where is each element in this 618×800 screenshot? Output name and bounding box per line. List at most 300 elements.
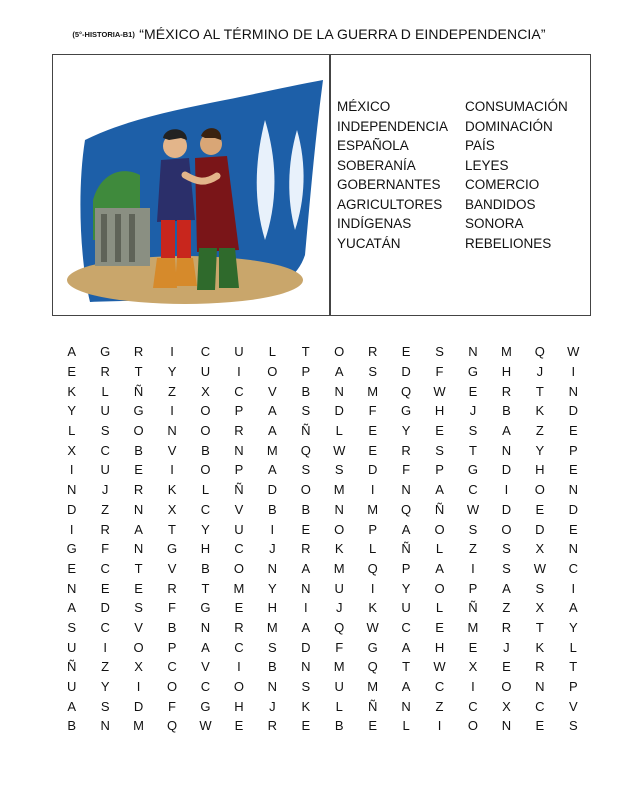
grid-letter[interactable]: H xyxy=(200,541,211,557)
grid-letter[interactable]: U xyxy=(100,403,110,419)
grid-letter[interactable]: K xyxy=(368,600,377,616)
grid-letter[interactable]: J xyxy=(503,639,510,655)
grid-letter[interactable]: O xyxy=(501,679,512,695)
grid-letter[interactable]: Ñ xyxy=(301,423,311,439)
grid-letter[interactable]: O xyxy=(300,482,311,498)
grid-letter[interactable]: D xyxy=(301,639,311,655)
grid-letter[interactable]: I xyxy=(370,482,375,498)
grid-letter[interactable]: R xyxy=(133,482,144,498)
grid-letter[interactable]: N xyxy=(67,580,77,596)
grid-letter[interactable]: E xyxy=(234,600,244,616)
grid-letter[interactable]: W xyxy=(533,560,546,576)
grid-letter[interactable]: A xyxy=(334,364,344,380)
grid-letter[interactable]: K xyxy=(67,383,77,399)
grid-letter[interactable]: U xyxy=(401,600,411,616)
grid-letter[interactable]: N xyxy=(401,482,411,498)
grid-letter[interactable]: A xyxy=(67,600,77,616)
grid-letter[interactable]: X xyxy=(468,659,478,675)
grid-letter[interactable]: A xyxy=(435,482,444,498)
grid-letter[interactable]: E xyxy=(301,521,311,537)
grid-letter[interactable]: I xyxy=(69,521,74,537)
grid-letter[interactable]: O xyxy=(334,344,345,360)
grid-letter[interactable]: I xyxy=(571,364,576,380)
grid-letter[interactable]: E xyxy=(368,718,377,734)
grid-letter[interactable]: P xyxy=(468,580,478,596)
grid-letter[interactable]: A xyxy=(502,423,511,439)
grid-letter[interactable]: R xyxy=(167,580,177,596)
grid-letter[interactable]: B xyxy=(167,619,177,635)
grid-letter[interactable]: C xyxy=(167,659,177,675)
grid-letter[interactable]: N xyxy=(501,442,512,458)
grid-letter[interactable]: Q xyxy=(534,344,545,360)
grid-letter[interactable]: D xyxy=(568,403,578,419)
grid-letter[interactable]: I xyxy=(170,403,174,419)
grid-letter[interactable]: S xyxy=(502,541,511,557)
grid-letter[interactable]: D xyxy=(501,462,512,478)
grid-letter[interactable]: E xyxy=(134,580,143,596)
grid-letter[interactable]: E xyxy=(435,423,444,439)
grid-letter[interactable]: E xyxy=(568,423,578,439)
grid-letter[interactable]: X xyxy=(535,600,545,616)
grid-letter[interactable]: G xyxy=(66,541,77,557)
grid-letter[interactable]: Q xyxy=(367,560,378,576)
grid-letter[interactable]: G xyxy=(401,403,412,419)
grid-letter[interactable]: L xyxy=(435,600,444,616)
grid-letter[interactable]: U xyxy=(100,462,110,478)
grid-letter[interactable]: P xyxy=(301,364,311,380)
grid-letter[interactable]: N xyxy=(200,619,211,635)
grid-letter[interactable]: R xyxy=(501,383,512,399)
grid-letter[interactable]: O xyxy=(200,423,211,439)
grid-letter[interactable]: Ñ xyxy=(468,600,478,616)
grid-letter[interactable]: A xyxy=(67,344,77,360)
grid-letter[interactable]: S xyxy=(468,521,478,537)
grid-letter[interactable]: M xyxy=(367,501,379,517)
grid-letter[interactable]: C xyxy=(100,442,110,458)
grid-letter[interactable]: A xyxy=(134,521,143,537)
grid-letter[interactable]: E xyxy=(468,383,478,399)
grid-letter[interactable]: E xyxy=(535,718,545,734)
grid-letter[interactable]: Q xyxy=(300,442,311,458)
grid-letter[interactable]: O xyxy=(434,580,445,596)
grid-letter[interactable]: B xyxy=(201,560,210,576)
grid-letter[interactable]: C xyxy=(100,560,110,576)
grid-letter[interactable]: A xyxy=(435,560,444,576)
grid-letter[interactable]: S xyxy=(435,344,444,360)
grid-letter[interactable]: R xyxy=(100,364,110,380)
grid-letter[interactable]: E xyxy=(568,462,578,478)
grid-letter[interactable]: L xyxy=(369,541,377,557)
grid-letter[interactable]: Q xyxy=(401,383,412,399)
grid-letter[interactable]: N xyxy=(133,501,144,517)
grid-letter[interactable]: C xyxy=(200,501,211,517)
grid-letter[interactable]: P xyxy=(167,639,177,655)
grid-letter[interactable]: R xyxy=(301,541,311,557)
grid-letter[interactable]: K xyxy=(167,482,177,498)
grid-letter[interactable]: I xyxy=(571,580,576,596)
grid-letter[interactable]: X xyxy=(167,501,177,517)
grid-letter[interactable]: G xyxy=(133,403,144,419)
grid-letter[interactable]: M xyxy=(367,679,379,695)
grid-letter[interactable]: T xyxy=(168,521,176,537)
grid-letter[interactable]: U xyxy=(234,344,244,360)
grid-letter[interactable]: D xyxy=(501,501,512,517)
grid-letter[interactable]: N xyxy=(401,698,411,714)
grid-letter[interactable]: T xyxy=(535,383,544,399)
grid-letter[interactable]: G xyxy=(367,639,378,655)
grid-letter[interactable]: D xyxy=(67,501,77,517)
grid-letter[interactable]: M xyxy=(233,580,245,596)
grid-letter[interactable]: E xyxy=(535,501,545,517)
grid-letter[interactable]: U xyxy=(67,639,77,655)
grid-letter[interactable]: V xyxy=(234,501,244,517)
grid-letter[interactable]: I xyxy=(504,482,509,498)
grid-letter[interactable]: Ñ xyxy=(401,541,411,557)
grid-letter[interactable]: E xyxy=(502,659,511,675)
grid-letter[interactable]: M xyxy=(333,659,345,675)
grid-letter[interactable]: E xyxy=(100,580,110,596)
grid-letter[interactable]: M xyxy=(133,718,145,734)
grid-letter[interactable]: C xyxy=(535,698,545,714)
grid-letter[interactable]: S xyxy=(301,679,311,695)
grid-letter[interactable]: V xyxy=(167,442,177,458)
grid-letter[interactable]: S xyxy=(100,698,110,714)
grid-letter[interactable]: Y xyxy=(167,364,177,380)
grid-letter[interactable]: K xyxy=(334,541,344,557)
grid-letter[interactable]: U xyxy=(234,521,244,537)
grid-letter[interactable]: A xyxy=(268,403,277,419)
grid-letter[interactable]: T xyxy=(402,659,411,675)
grid-letter[interactable]: M xyxy=(367,383,379,399)
grid-letter[interactable]: I xyxy=(136,679,141,695)
grid-letter[interactable]: I xyxy=(103,639,107,655)
grid-letter[interactable]: G xyxy=(467,462,479,478)
grid-letter[interactable]: Y xyxy=(535,442,545,458)
grid-letter[interactable]: H xyxy=(535,462,545,478)
grid-letter[interactable]: A xyxy=(568,600,578,616)
grid-letter[interactable]: C xyxy=(568,560,578,576)
grid-letter[interactable]: E xyxy=(67,364,77,380)
grid-letter[interactable]: F xyxy=(101,541,110,557)
grid-letter[interactable]: R xyxy=(501,619,512,635)
grid-letter[interactable]: F xyxy=(435,364,444,380)
grid-letter[interactable]: M xyxy=(333,482,345,498)
grid-letter[interactable]: O xyxy=(200,403,211,419)
grid-letter[interactable]: B xyxy=(301,501,311,517)
grid-letter[interactable]: F xyxy=(402,462,411,478)
grid-letter[interactable]: I xyxy=(69,462,74,478)
grid-letter[interactable]: A xyxy=(502,580,511,596)
grid-letter[interactable]: O xyxy=(501,521,512,537)
grid-letter[interactable]: R xyxy=(100,521,110,537)
grid-letter[interactable]: S xyxy=(568,718,578,734)
grid-letter[interactable]: A xyxy=(268,423,277,439)
grid-letter[interactable]: P xyxy=(568,442,578,458)
grid-letter[interactable]: Ñ xyxy=(234,482,244,498)
grid-letter[interactable]: C xyxy=(434,679,445,695)
grid-letter[interactable]: X xyxy=(67,442,77,458)
grid-letter[interactable]: W xyxy=(433,383,446,399)
grid-letter[interactable]: Ñ xyxy=(434,501,445,517)
grid-letter[interactable]: T xyxy=(201,580,210,596)
grid-letter[interactable]: F xyxy=(368,403,377,419)
grid-letter[interactable]: N xyxy=(568,383,578,399)
grid-letter[interactable]: I xyxy=(170,462,174,478)
grid-letter[interactable]: Q xyxy=(166,718,178,734)
grid-letter[interactable]: S xyxy=(368,364,377,380)
grid-letter[interactable]: L xyxy=(402,718,410,734)
grid-letter[interactable]: E xyxy=(234,718,244,734)
grid-letter[interactable]: G xyxy=(200,698,211,714)
grid-letter[interactable]: B xyxy=(134,442,143,458)
grid-letter[interactable]: D xyxy=(401,364,411,380)
grid-letter[interactable]: O xyxy=(467,718,479,734)
grid-letter[interactable]: N xyxy=(234,442,244,458)
grid-letter[interactable]: W xyxy=(199,718,212,734)
grid-letter[interactable]: K xyxy=(301,698,311,714)
grid-letter[interactable]: T xyxy=(134,560,143,576)
grid-letter[interactable]: Z xyxy=(101,659,110,675)
grid-letter[interactable]: O xyxy=(334,521,345,537)
grid-letter[interactable]: D xyxy=(568,501,578,517)
grid-letter[interactable]: W xyxy=(567,344,580,360)
grid-letter[interactable]: I xyxy=(237,364,241,380)
grid-letter[interactable]: S xyxy=(67,619,77,635)
grid-letter[interactable]: L xyxy=(201,482,210,498)
grid-letter[interactable]: I xyxy=(471,679,475,695)
grid-letter[interactable]: J xyxy=(536,364,544,380)
grid-letter[interactable]: M xyxy=(333,560,345,576)
grid-letter[interactable]: C xyxy=(401,619,411,635)
grid-letter[interactable]: T xyxy=(468,442,477,458)
grid-letter[interactable]: N xyxy=(301,580,311,596)
grid-letter[interactable]: B xyxy=(67,718,77,734)
grid-letter[interactable]: G xyxy=(467,364,479,380)
grid-letter[interactable]: V xyxy=(134,619,143,635)
grid-letter[interactable]: J xyxy=(269,541,276,557)
grid-letter[interactable]: B xyxy=(201,442,210,458)
grid-letter[interactable]: Y xyxy=(401,580,411,596)
grid-letter[interactable]: H xyxy=(234,698,244,714)
grid-letter[interactable]: T xyxy=(301,344,310,360)
grid-letter[interactable]: U xyxy=(334,580,344,596)
grid-letter[interactable]: I xyxy=(270,521,275,537)
grid-letter[interactable]: F xyxy=(168,600,176,616)
grid-letter[interactable]: H xyxy=(434,403,445,419)
grid-letter[interactable]: E xyxy=(134,462,143,478)
grid-letter[interactable]: O xyxy=(233,679,244,695)
grid-letter[interactable]: Q xyxy=(401,501,412,517)
grid-letter[interactable]: B xyxy=(268,659,277,675)
grid-letter[interactable]: N xyxy=(267,560,278,576)
grid-letter[interactable]: L xyxy=(335,698,343,714)
grid-letter[interactable]: W xyxy=(333,442,346,458)
grid-letter[interactable]: N xyxy=(167,423,177,439)
grid-letter[interactable]: I xyxy=(471,560,475,576)
grid-letter[interactable]: U xyxy=(334,679,344,695)
grid-letter[interactable]: T xyxy=(535,619,544,635)
grid-letter[interactable]: Z xyxy=(435,698,444,714)
grid-letter[interactable]: O xyxy=(534,482,545,498)
grid-letter[interactable]: M xyxy=(500,344,512,360)
grid-letter[interactable]: N xyxy=(568,541,578,557)
grid-letter[interactable]: N xyxy=(535,679,545,695)
grid-letter[interactable]: S xyxy=(468,423,478,439)
grid-letter[interactable]: I xyxy=(437,718,442,734)
grid-letter[interactable]: R xyxy=(367,344,378,360)
grid-letter[interactable]: G xyxy=(200,600,211,616)
grid-letter[interactable]: S xyxy=(100,423,110,439)
grid-letter[interactable]: B xyxy=(301,383,311,399)
grid-letter[interactable]: X xyxy=(134,659,143,675)
grid-letter[interactable]: Ñ xyxy=(367,698,378,714)
grid-letter[interactable]: H xyxy=(267,600,278,616)
grid-letter[interactable]: E xyxy=(468,639,478,655)
grid-letter[interactable]: Q xyxy=(334,619,345,635)
grid-letter[interactable]: Y xyxy=(268,580,277,596)
grid-letter[interactable]: N xyxy=(67,482,77,498)
grid-letter[interactable]: C xyxy=(100,619,110,635)
grid-letter[interactable]: P xyxy=(568,679,578,695)
grid-letter[interactable]: R xyxy=(234,423,244,439)
grid-letter[interactable]: Z xyxy=(502,600,511,616)
grid-letter[interactable]: R xyxy=(133,344,144,360)
grid-letter[interactable]: H xyxy=(501,364,512,380)
grid-letter[interactable]: S xyxy=(301,462,311,478)
grid-letter[interactable]: J xyxy=(335,600,343,616)
grid-letter[interactable]: S xyxy=(535,580,545,596)
grid-letter[interactable]: N xyxy=(100,718,110,734)
grid-letter[interactable]: U xyxy=(67,679,77,695)
grid-letter[interactable]: P xyxy=(435,462,444,478)
grid-letter[interactable]: O xyxy=(166,679,178,695)
grid-letter[interactable]: A xyxy=(401,639,411,655)
grid-letter[interactable]: A xyxy=(268,462,277,478)
grid-letter[interactable]: V xyxy=(167,560,177,576)
grid-letter[interactable]: Ñ xyxy=(67,659,77,675)
grid-letter[interactable]: S xyxy=(134,600,143,616)
grid-letter[interactable]: Q xyxy=(367,659,378,675)
grid-letter[interactable]: S xyxy=(334,462,344,478)
grid-letter[interactable]: D xyxy=(133,698,144,714)
grid-letter[interactable]: L xyxy=(68,423,76,439)
grid-letter[interactable]: C xyxy=(234,383,244,399)
grid-letter[interactable]: Ñ xyxy=(133,383,144,399)
grid-letter[interactable]: E xyxy=(568,521,578,537)
grid-letter[interactable]: X xyxy=(502,698,511,714)
grid-letter[interactable]: E xyxy=(67,560,77,576)
grid-letter[interactable]: A xyxy=(301,560,311,576)
grid-letter[interactable]: R xyxy=(267,718,278,734)
grid-letter[interactable]: P xyxy=(401,560,411,576)
grid-letter[interactable]: N xyxy=(133,541,144,557)
grid-letter[interactable]: W xyxy=(466,501,480,517)
grid-letter[interactable]: Z xyxy=(101,501,110,517)
grid-letter[interactable]: G xyxy=(100,344,111,360)
grid-letter[interactable]: O xyxy=(233,560,244,576)
grid-letter[interactable]: B xyxy=(268,501,277,517)
grid-letter[interactable]: J xyxy=(469,403,477,419)
grid-letter[interactable]: N xyxy=(468,344,478,360)
grid-letter[interactable]: D xyxy=(367,462,378,478)
grid-letter[interactable]: I xyxy=(370,580,375,596)
grid-letter[interactable]: N xyxy=(334,383,344,399)
grid-letter[interactable]: Z xyxy=(168,383,176,399)
grid-letter[interactable]: N xyxy=(501,718,512,734)
grid-letter[interactable]: V xyxy=(201,659,210,675)
grid-letter[interactable]: I xyxy=(170,344,174,360)
grid-letter[interactable]: A xyxy=(401,679,411,695)
grid-letter[interactable]: Y xyxy=(100,679,110,695)
grid-letter[interactable]: S xyxy=(268,639,277,655)
grid-letter[interactable]: C xyxy=(234,541,244,557)
grid-letter[interactable]: O xyxy=(133,639,144,655)
grid-letter[interactable]: M xyxy=(266,442,278,458)
grid-letter[interactable]: L xyxy=(268,344,276,360)
grid-letter[interactable]: O xyxy=(267,364,278,380)
grid-letter[interactable]: Y xyxy=(401,423,411,439)
grid-letter[interactable]: I xyxy=(303,600,308,616)
grid-letter[interactable]: L xyxy=(569,639,577,655)
grid-letter[interactable]: X xyxy=(535,541,545,557)
grid-letter[interactable]: L xyxy=(435,541,444,557)
grid-letter[interactable]: C xyxy=(234,639,244,655)
grid-letter[interactable]: E xyxy=(435,619,444,635)
grid-letter[interactable]: T xyxy=(134,364,143,380)
grid-letter[interactable]: I xyxy=(237,659,241,675)
grid-letter[interactable]: F xyxy=(168,698,176,714)
grid-letter[interactable]: N xyxy=(568,482,578,498)
grid-letter[interactable]: Y xyxy=(568,619,578,635)
grid-letter[interactable]: C xyxy=(200,679,211,695)
grid-letter[interactable]: P xyxy=(234,462,244,478)
grid-letter[interactable]: D xyxy=(535,521,545,537)
grid-letter[interactable]: J xyxy=(269,698,276,714)
grid-letter[interactable]: V xyxy=(268,383,277,399)
grid-letter[interactable]: E xyxy=(401,344,411,360)
grid-letter[interactable]: Z xyxy=(468,541,477,557)
grid-letter[interactable]: O xyxy=(434,521,445,537)
grid-letter[interactable]: D xyxy=(100,600,110,616)
grid-letter[interactable]: C xyxy=(468,482,478,498)
grid-letter[interactable]: C xyxy=(200,344,211,360)
grid-letter[interactable]: A xyxy=(301,619,311,635)
grid-letter[interactable]: E xyxy=(368,442,377,458)
grid-letter[interactable]: P xyxy=(234,403,244,419)
grid-letter[interactable]: B xyxy=(502,403,511,419)
grid-letter[interactable]: A xyxy=(401,521,411,537)
grid-letter[interactable]: N xyxy=(301,659,311,675)
grid-letter[interactable]: U xyxy=(200,364,211,380)
grid-letter[interactable]: L xyxy=(101,383,109,399)
grid-letter[interactable]: H xyxy=(434,639,445,655)
grid-letter[interactable]: N xyxy=(267,679,278,695)
grid-letter[interactable]: S xyxy=(435,442,444,458)
grid-letter[interactable]: B xyxy=(334,718,344,734)
grid-letter[interactable]: S xyxy=(502,560,511,576)
grid-letter[interactable]: E xyxy=(368,423,377,439)
grid-letter[interactable]: Y xyxy=(67,403,77,419)
grid-letter[interactable]: V xyxy=(568,698,578,714)
grid-letter[interactable]: R xyxy=(234,619,244,635)
grid-letter[interactable]: R xyxy=(535,659,545,675)
grid-letter[interactable]: L xyxy=(335,423,343,439)
grid-letter[interactable]: Y xyxy=(201,521,210,537)
grid-letter[interactable]: R xyxy=(401,442,411,458)
grid-letter[interactable]: W xyxy=(433,659,446,675)
grid-letter[interactable]: C xyxy=(468,698,478,714)
grid-letter[interactable]: F xyxy=(335,639,344,655)
